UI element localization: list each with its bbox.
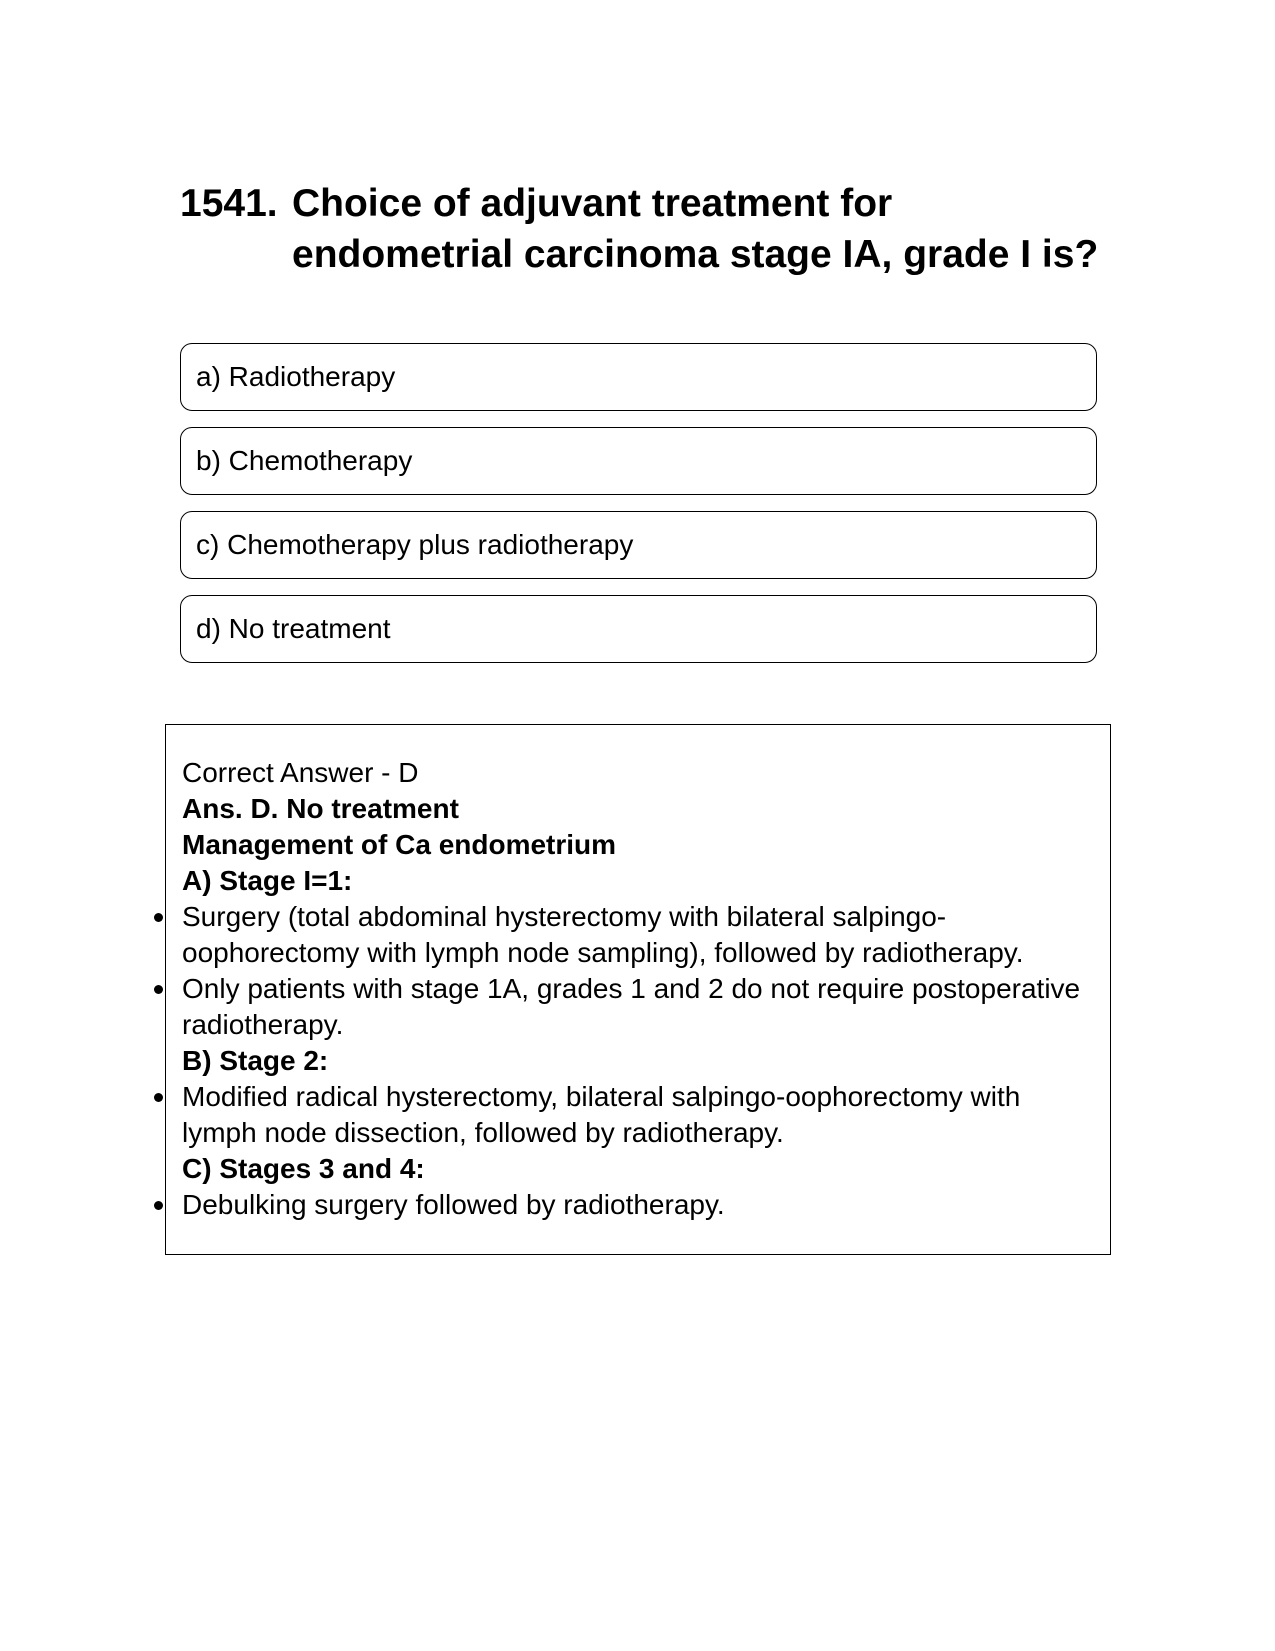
stage34-bullet-1 xyxy=(182,1187,1092,1223)
stage34-heading: C) Stages 3 and 4: xyxy=(182,1153,425,1184)
option-c[interactable]: c) Chemotherapy plus radiotherapy xyxy=(180,511,1097,579)
correct-answer-line: Correct Answer - D xyxy=(182,757,419,788)
answer-box xyxy=(165,724,1111,1255)
bullet-icon xyxy=(154,985,163,994)
bullet-icon xyxy=(154,913,163,922)
bullet-icon xyxy=(154,1201,163,1210)
question xyxy=(180,178,1100,280)
stage1-bullet-1 xyxy=(182,899,1092,971)
option-a[interactable]: a) Radiotherapy xyxy=(180,343,1097,411)
answer-content xyxy=(182,755,1092,1223)
stage34-bullet-1-text: Debulking surgery followed by radiotherapy. xyxy=(182,1189,725,1220)
options-list xyxy=(180,343,1097,679)
stage1-bullet-1-text: Surgery (total abdominal hysterectomy with bilateral salpingo-oophorectomy with lymph node sampling), followed by radiotherapy. xyxy=(182,901,1024,968)
stage1-bullet-2 xyxy=(182,971,1092,1043)
ans-line: Ans. D. No treatment xyxy=(182,793,459,824)
stage2-bullet-1-text: Modified radical hysterectomy, bilateral salpingo-oophorectomy with lymph node dissection, followed by radiotherapy. xyxy=(182,1081,1021,1148)
stage1-bullet-2-text: Only patients with stage 1A, grades 1 and 2 do not require postoperative radiotherapy. xyxy=(182,973,1081,1040)
bullet-icon xyxy=(154,1093,163,1102)
option-b[interactable]: b) Chemotherapy xyxy=(180,427,1097,495)
stage2-bullet-1 xyxy=(182,1079,1092,1151)
stage2-heading: B) Stage 2: xyxy=(182,1045,329,1076)
question-number: 1541. xyxy=(180,182,278,225)
management-heading: Management of Ca endometrium xyxy=(182,829,617,860)
stage1-heading: A) Stage I=1: xyxy=(182,865,353,896)
option-d[interactable]: d) No treatment xyxy=(180,595,1097,663)
question-text: Choice of adjuvant treatment for endometrial carcinoma stage IA, grade I is? xyxy=(292,182,1099,276)
